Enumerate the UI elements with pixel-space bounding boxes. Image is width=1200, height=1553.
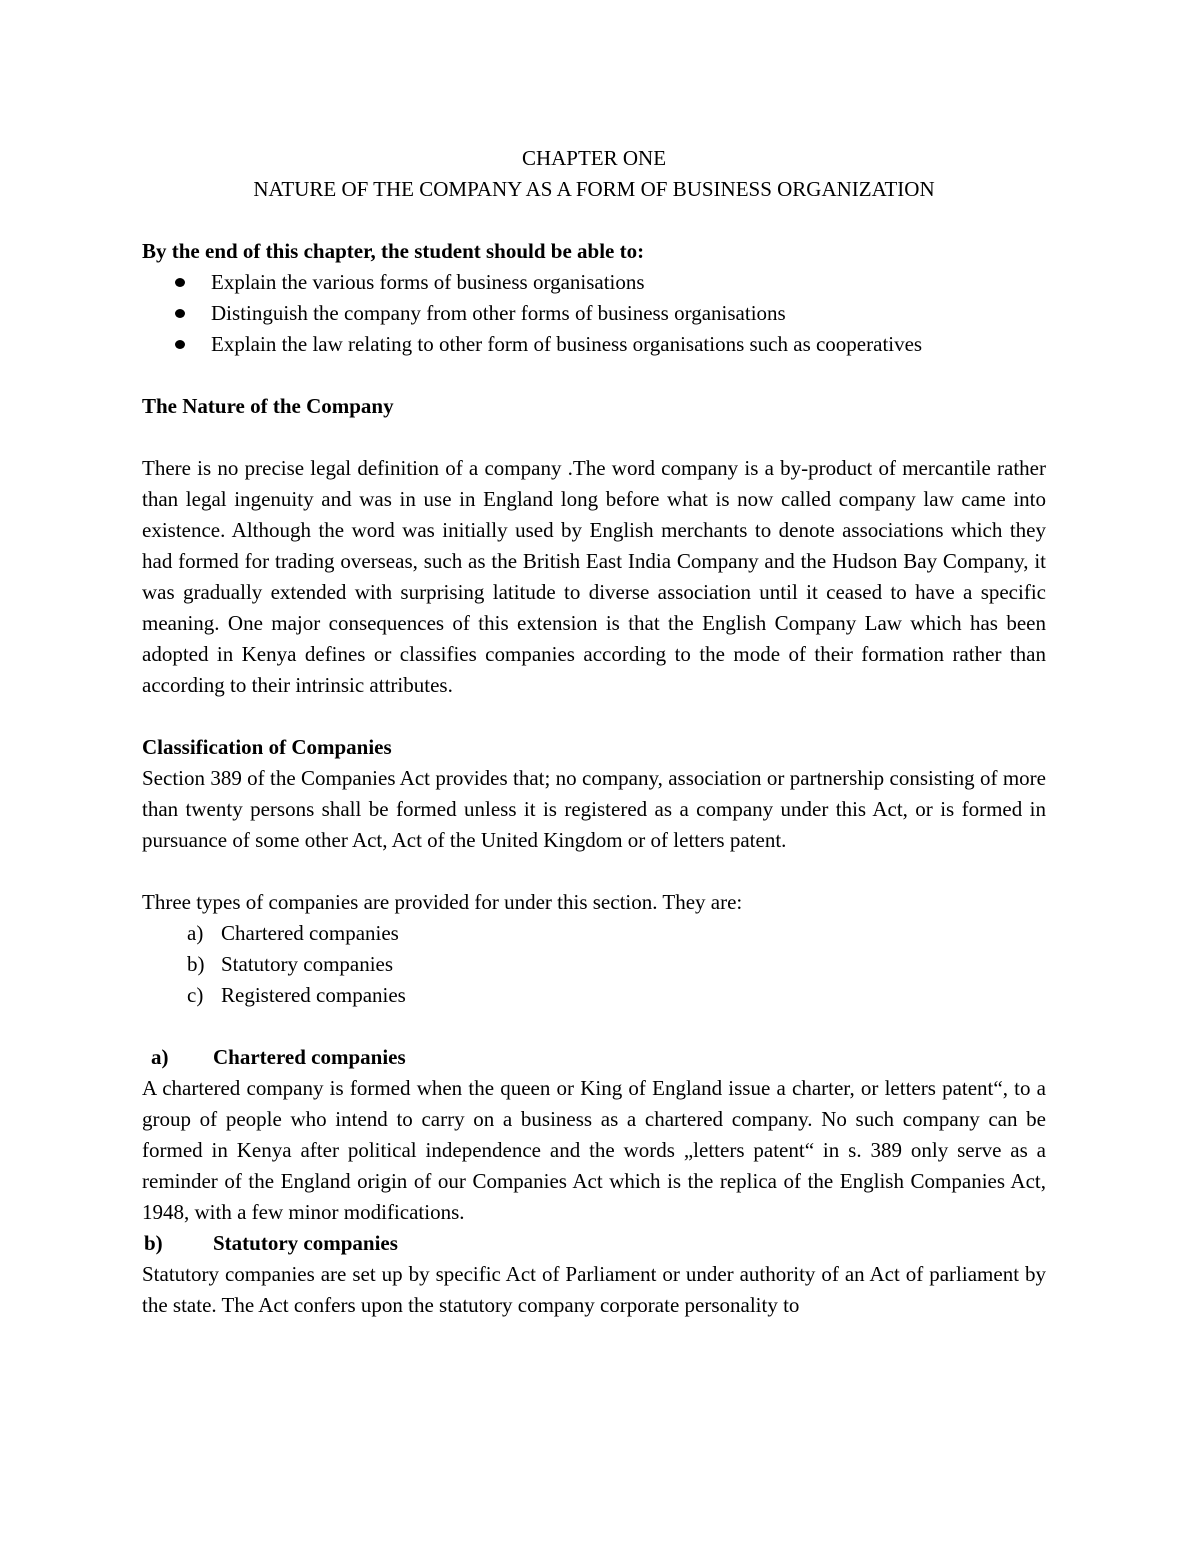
classification-paragraph: Section 389 of the Companies Act provides that; no company, association or partnership consisting of more than twenty persons shall be formed unless it is registered as a company under this Act, or is formed in pursuance of some other Act, Act of the United Kingdom or of letters patent. bbox=[142, 766, 1046, 852]
type-marker: a) bbox=[187, 921, 204, 945]
nature-heading: The Nature of the Company bbox=[142, 394, 394, 418]
objectives-heading: By the end of this chapter, the student should be able to: bbox=[142, 239, 645, 263]
type-label: Registered companies bbox=[221, 983, 406, 1007]
objective-item bbox=[142, 329, 1046, 360]
bullet-icon bbox=[175, 340, 185, 349]
chartered-heading bbox=[142, 1042, 1046, 1073]
document-page bbox=[142, 143, 1046, 1321]
statutory-paragraph: Statutory companies are set up by specific Act of Parliament or under authority of an Act of parliament by the state. The Act confers upon the statutory company corporate personality to bbox=[142, 1262, 1046, 1317]
type-item bbox=[142, 949, 1046, 980]
objective-text: Explain the various forms of business organisations bbox=[211, 270, 645, 294]
chapter-subtitle: NATURE OF THE COMPANY AS A FORM OF BUSINESS ORGANIZATION bbox=[253, 177, 935, 201]
objective-text: Distinguish the company from other forms of business organisations bbox=[211, 301, 786, 325]
type-marker: c) bbox=[187, 983, 204, 1007]
types-list bbox=[142, 918, 1046, 1011]
chartered-marker: a) bbox=[151, 1045, 169, 1069]
chartered-heading-text: Chartered companies bbox=[213, 1045, 406, 1069]
types-intro: Three types of companies are provided for under this section. They are: bbox=[142, 890, 743, 914]
bullet-icon bbox=[175, 309, 185, 318]
bullet-icon bbox=[175, 278, 185, 287]
type-label: Chartered companies bbox=[221, 921, 399, 945]
classification-heading: Classification of Companies bbox=[142, 735, 392, 759]
type-item bbox=[142, 980, 1046, 1011]
statutory-marker: b) bbox=[144, 1231, 163, 1255]
objectives-list bbox=[142, 267, 1046, 360]
type-item bbox=[142, 918, 1046, 949]
nature-paragraph: There is no precise legal definition of a company .The word company is a by-product of mercantile rather than legal ingenuity and was in use in England long before what is now called company law came into existence. Although the word was initially used by English merchants to denote associations which they had formed for trading overseas, such as the British East India Company and the Hudson Bay Company, it was gradually extended with surprising latitude to diverse association until it ceased to have a specific meaning. One major consequences of this extension is that the English Company Law which has been adopted in Kenya defines or classifies companies according to the mode of their formation rather than according to their intrinsic attributes. bbox=[142, 456, 1046, 697]
chapter-title: CHAPTER ONE bbox=[521, 146, 667, 170]
statutory-heading-text: Statutory companies bbox=[213, 1231, 398, 1255]
chartered-paragraph: A chartered company is formed when the queen or King of England issue a charter, or letters patent“, to a group of people who intend to carry on a business as a chartered company. No such company can be formed in Kenya after political independence and the words „letters patent“ in s. 389 only serve as a reminder of the England origin of our Companies Act which is the replica of the English Companies Act, 1948, with a few minor modifications. bbox=[142, 1076, 1046, 1224]
statutory-heading bbox=[142, 1228, 1046, 1259]
type-marker: b) bbox=[187, 952, 205, 976]
type-label: Statutory companies bbox=[221, 952, 394, 976]
objective-item bbox=[142, 267, 1046, 298]
objective-item bbox=[142, 298, 1046, 329]
objective-text: Explain the law relating to other form of business organisations such as cooperatives bbox=[211, 332, 923, 356]
